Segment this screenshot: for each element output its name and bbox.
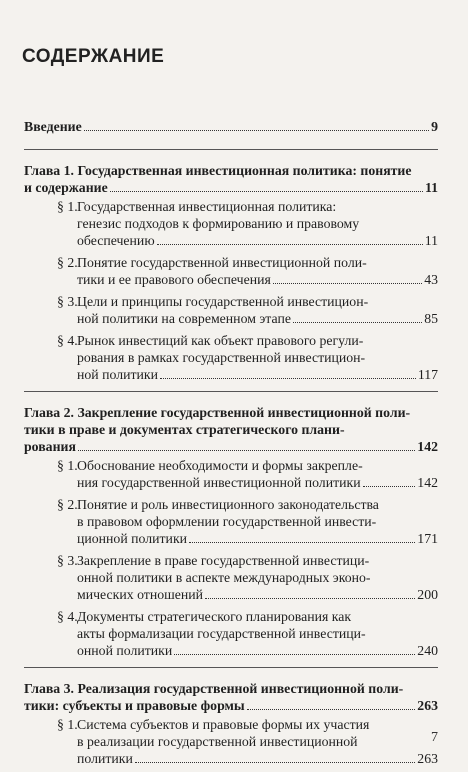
toc-entry-chapter-2: Глава 2. Закрепление государственной инвестиционной поли- тики в праве и документах стратегического плани- рования 142: [24, 405, 438, 454]
page-number: 240: [417, 643, 438, 658]
toc-entry-section-2-1: § 1. Обоснование необходимости и формы закрепле- ния государственной инвестиционной политики 142: [57, 458, 438, 490]
toc-entry-section-3-1: § 1. Система субъектов и правовые формы их участия в реализации государственной инвестиционной политики 263: [57, 717, 438, 766]
toc-entry-chapter-1: Глава 1. Государственная инвестиционная политика: понятие и содержание 11: [24, 163, 438, 195]
page-number: 142: [417, 475, 438, 490]
divider: [24, 149, 438, 150]
page-number: 11: [424, 180, 438, 195]
page-number: 43: [424, 272, 438, 287]
page-folio-number: 7: [431, 730, 438, 745]
toc-entry-introduction: Введение 9: [24, 119, 438, 134]
page-number: 171: [417, 531, 438, 546]
toc-entry-section-1-2: § 2. Понятие государственной инвестиционной поли- тики и ее правового обеспечения 43: [57, 255, 438, 287]
page-number: 263: [417, 698, 438, 713]
toc-entry-chapter-3: Глава 3. Реализация государственной инвестиционной поли- тики: субъекты и правовые формы 263: [24, 681, 438, 713]
divider: [24, 667, 438, 668]
page-title: СОДЕРЖАНИЕ: [22, 46, 165, 67]
page-number: 85: [424, 311, 438, 326]
divider: [24, 391, 438, 392]
toc-entry-section-1-3: § 3. Цели и принципы государственной инвестицион- ной политики на современном этапе 85: [57, 294, 438, 326]
page-number: 142: [417, 439, 438, 454]
page-number: 200: [417, 587, 438, 602]
table-of-contents: [24, 118, 438, 772]
toc-entry-section-1-4: § 4. Рынок инвестиций как объект правового регули- рования в рамках государственной инвестицион- ной политики 117: [57, 333, 438, 382]
toc-entry-section-2-3: § 3. Закрепление в праве государственной инвестици- онной политики в аспекте международных эконо- мических отношений 200: [57, 553, 438, 602]
toc-entry-section-1-1: § 1. Государственная инвестиционная политика: генезис подходов к формированию и правовому обеспечению 11: [57, 199, 438, 248]
page-number: 11: [424, 233, 438, 248]
toc-entry-section-2-2: § 2. Понятие и роль инвестиционного законодательства в правовом оформлении государственной инвести- ционной политики 171: [57, 497, 438, 546]
toc-entry-section-2-4: § 4. Документы стратегического планирования как акты формализации государственной инвестици- онной политики 240: [57, 609, 438, 658]
page-number: 117: [417, 367, 438, 382]
page-number: 9: [431, 119, 438, 134]
page-number: 263: [417, 751, 438, 766]
